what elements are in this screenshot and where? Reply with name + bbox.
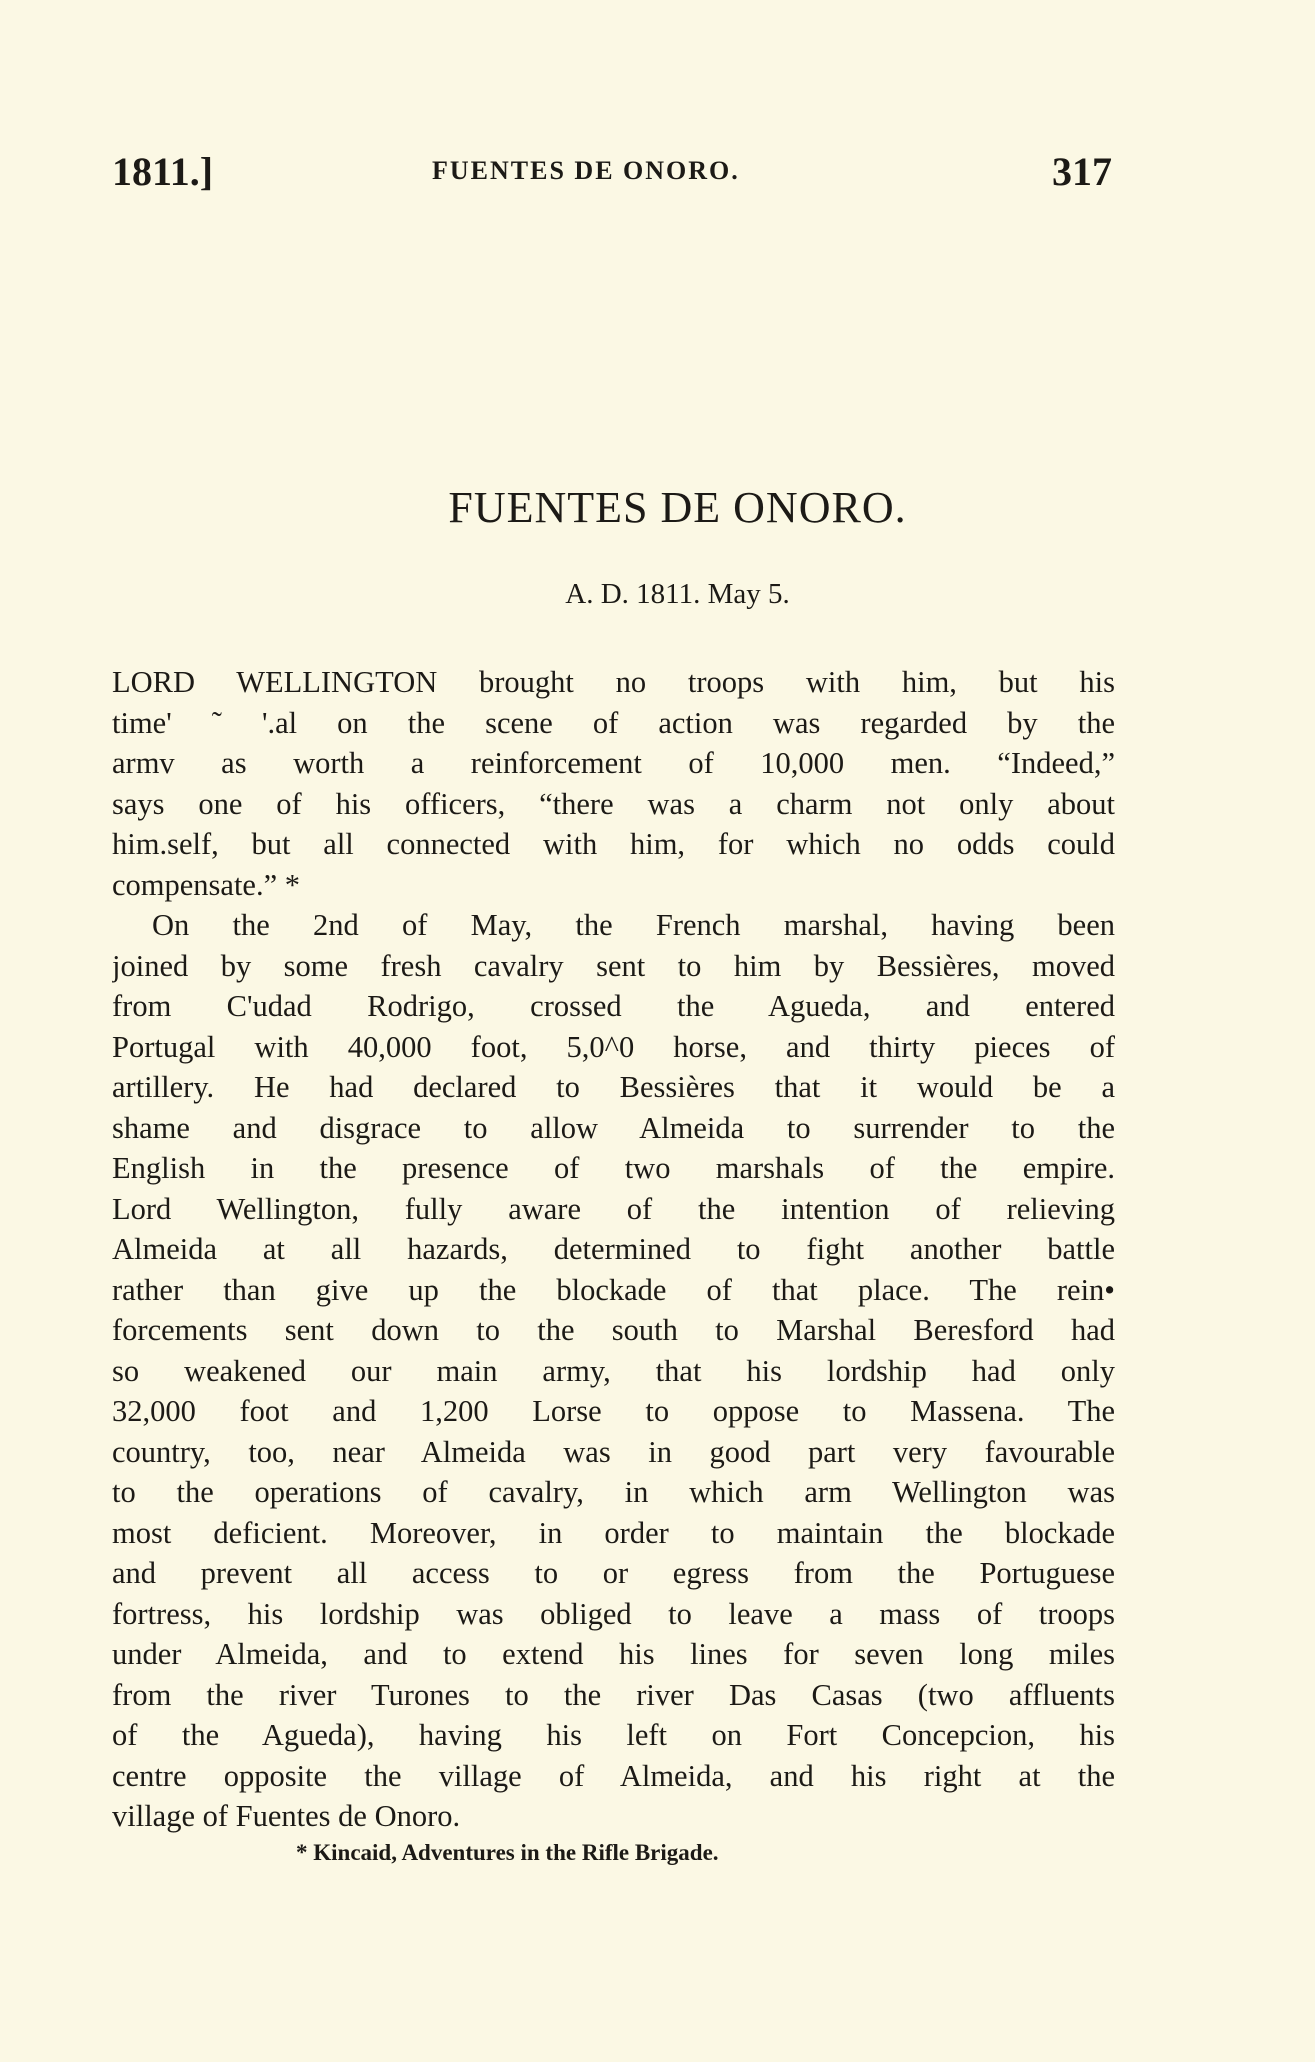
text-line: English in the presence of two marshals of the empire. <box>112 1151 1115 1185</box>
text-line: from the river Turones to the river Das Casas (two affluents <box>112 1677 1115 1712</box>
body-text <box>112 662 1115 1837</box>
running-head <box>112 148 1112 198</box>
footnote: * Kincaid, Adventures in the Rifle Brigade. <box>296 1840 719 1865</box>
text-line: country, too, near Almeida was in good part very favourable <box>112 1434 1115 1469</box>
text-line: time' ˜ '.al on the scene of action was regarded by the <box>112 705 1115 740</box>
text-line: rather than give up the blockade of that place. The rein• <box>112 1272 1115 1307</box>
text-line: from C'udad Rodrigo, crossed the Agueda, and entered <box>112 989 1115 1023</box>
chapter-title: FUENTES DE ONORO. <box>448 483 907 532</box>
text-line: so weakened our main army, that his lordship had only <box>112 1353 1115 1388</box>
page-number: 317 <box>1052 149 1112 194</box>
text-line: to the operations of cavalry, in which arm Wellington was <box>112 1475 1115 1509</box>
running-head-title: FUENTES DE ONORO. <box>432 156 740 185</box>
text-line: him.self, but all connected with him, for which no odds could <box>112 827 1115 861</box>
chapter-date: A. D. 1811. May 5. <box>565 578 790 610</box>
text-line: Portugal with 40,000 foot, 5,0^0 horse, and thirty pieces of <box>112 1029 1115 1064</box>
running-head-year: 1811.] <box>112 149 214 194</box>
text-line: under Almeida, and to extend his lines for seven long miles <box>112 1637 1115 1671</box>
text-line: armv as worth a reinforcement of 10,000 men. “Indeed,” <box>112 746 1115 780</box>
text-line: of the Agueda), having his left on Fort Concepcion, his <box>112 1718 1115 1752</box>
text-line: Almeida at all hazards, determined to fight another battle <box>112 1232 1115 1266</box>
text-line: centre opposite the village of Almeida, and his right at the <box>112 1758 1115 1793</box>
text-line: and prevent all access to or egress from the Portuguese <box>112 1556 1115 1590</box>
text-line: artillery. He had declared to Bessières that it would be a <box>112 1070 1115 1104</box>
text-line: village of Fuentes de Onoro. <box>112 1799 461 1833</box>
text-line: forcements sent down to the south to Marshal Beresford had <box>112 1313 1115 1347</box>
text-line: LORD WELLINGTON brought no troops with him, but his <box>112 665 1115 699</box>
text-line: fortress, his lordship was obliged to leave a mass of troops <box>112 1596 1115 1631</box>
text-line: shame and disgrace to allow Almeida to surrender to the <box>112 1110 1115 1145</box>
text-line: On the 2nd of May, the French marshal, having been <box>152 908 1115 942</box>
text-line: most deficient. Moreover, in order to maintain the blockade <box>112 1515 1115 1550</box>
text-line: says one of his officers, “there was a charm not only about <box>112 786 1115 821</box>
text-line: 32,000 foot and 1,200 Lorse to oppose to Massena. The <box>112 1394 1115 1428</box>
text-line: compensate.” * <box>112 867 301 902</box>
text-line: Lord Wellington, fully aware of the intention of relieving <box>112 1191 1115 1226</box>
text-line: joined by some fresh cavalry sent to him by Bessières, moved <box>112 948 1115 983</box>
